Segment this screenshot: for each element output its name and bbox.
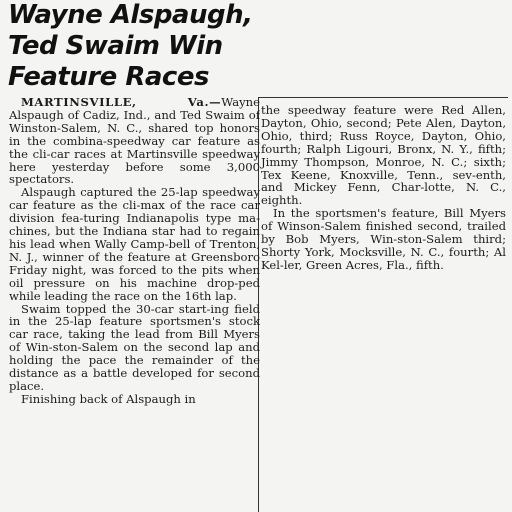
article-paragraph: In the sportsmen's feature, Bill Myers of Winson-Salem finished second, trailed by Bob Myers, Win-ston-Salem third; Shorty York, Mocksville, N. C., fourth; Al Kel-ler, Green Acres, Fla., fifth. (261, 206, 506, 272)
headline-line: Feature Races (8, 62, 209, 92)
headline-line: Wayne Alspaugh, (8, 0, 253, 30)
article-paragraph: the speedway feature were Red Allen, Dayton, Ohio, second; Pete Alen, Dayton, Ohio, third; Russ Royce, Dayton, Ohio, fourth; Ralph Ligouri, Bronx, N. Y., fifth; Jimmy Thompson, Monroe, N. C.; sixth; Tex Keene, Knoxville, Tenn., sev-enth, and Mickey Fenn, Char-lotte, N. C., eighth. (261, 103, 506, 208)
article-headline (8, 0, 268, 93)
article-column-left (9, 96, 260, 512)
column-top-rule (258, 97, 508, 98)
article-paragraph: Swaim topped the 30-car start-ing field in the 25-lap feature sportsmen's stock car race, taking the lead from Bill Myers of Win-ston-Salem on the second lap and holding the pace the remainder of the distance as a battle developed for second place. (9, 301, 260, 393)
paragraph-text: Wayne Alspaugh of Cadiz, Ind., and Ted Swaim of Winston-Salem, N. C., shared top honors in the combina-speedway car feature as the cli-car races at Martinsville speedway here yesterday before some 3,000 spectators. (9, 96, 260, 187)
article-column-right (261, 104, 506, 272)
article-paragraph: Alspaugh captured the 25-lap speedway car feature as the cli-max of the race car division fea-turing Indianapolis type ma-chines, but the Indiana star had to regain his lead when Wally Camp-bell of Trenton, N. J., winner of the feature at Greensboro Friday night, was forced to the pits when oil pressure on his machine drop-ped while leading the race on the 16th lap. (9, 185, 260, 303)
article-paragraph: Finishing back of Alspaugh in (21, 391, 196, 406)
dateline: MARTINSVILLE, Va.— (21, 96, 222, 109)
headline-line: Ted Swaim Win (8, 31, 223, 61)
article-paragraph (9, 96, 260, 186)
